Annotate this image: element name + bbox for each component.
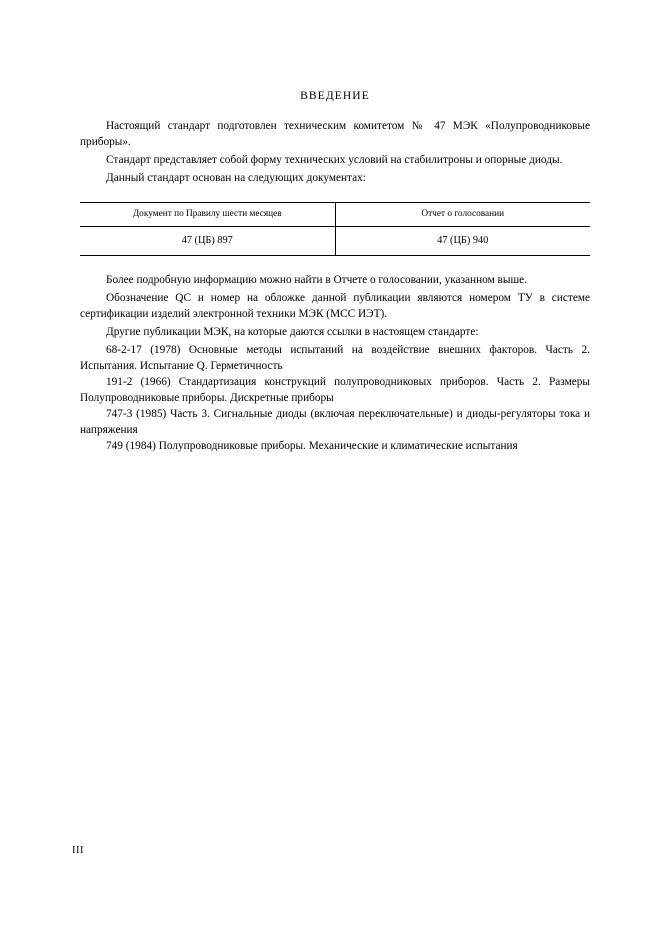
post-table-paragraph-2: Обозначение QC и номер на обложке данной публикации являются номером ТУ в системе сертификации изделий электронной техники МЭК (МСС ИЭТ). (80, 292, 590, 321)
table-body (80, 227, 590, 256)
intro-paragraph-2: Стандарт представляет собой форму технических условий на стабилитроны и опорные диоды. (106, 154, 563, 167)
post-table-paragraph-3: Другие публикации МЭК, на которые даются ссылки в настоящем стандарте: (106, 326, 479, 339)
cell-six-month-rule-doc: 47 (ЦБ) 897 (80, 227, 335, 256)
column-header-voting-report: Отчет о голосовании (421, 209, 505, 220)
documents-table (80, 202, 590, 256)
intro-paragraph-1: Настоящий стандарт подготовлен техническим комитетом № 47 МЭК «Полупроводниковые приборы». (80, 120, 590, 149)
document-body (80, 90, 590, 454)
post-table-paragraph-1: Более подробную информацию можно найти в Отчете о голосовании, указанном выше. (106, 274, 528, 287)
cell-voting-report-doc: 47 (ЦБ) 940 (437, 235, 489, 247)
table-header (80, 203, 590, 227)
documents-table-wrapper (80, 202, 590, 256)
reference-item-2: 191-2 (1966) Стандартизация конструкций полупроводниковых приборов. Часть 2. Размеры Полупроводниковые приборы. Дискретные приборы (80, 376, 590, 405)
reference-item-3: 747-3 (1985) Часть 3. Сигнальные диоды (включая переключательные) и диоды-регуляторы тока и напряжения (80, 408, 590, 437)
table-header-row (80, 203, 590, 227)
intro-paragraph-3: Данный стандарт основан на следующих документах: (106, 172, 366, 185)
page-title: ВВЕДЕНИЕ (300, 90, 370, 102)
reference-item-1: 68-2-17 (1978) Основные методы испытаний на воздействие внешних факторов. Часть 2. Испытания. Испытание Q. Герметичность (80, 344, 590, 373)
references-list (80, 342, 590, 454)
reference-item-4: 749 (1984) Полупроводниковые приборы. Механические и климатические испытания (106, 440, 518, 453)
page-number: III (72, 845, 84, 856)
table-row (80, 227, 590, 256)
column-header-six-month-rule: Документ по Правилу шести месяцев (80, 203, 335, 227)
